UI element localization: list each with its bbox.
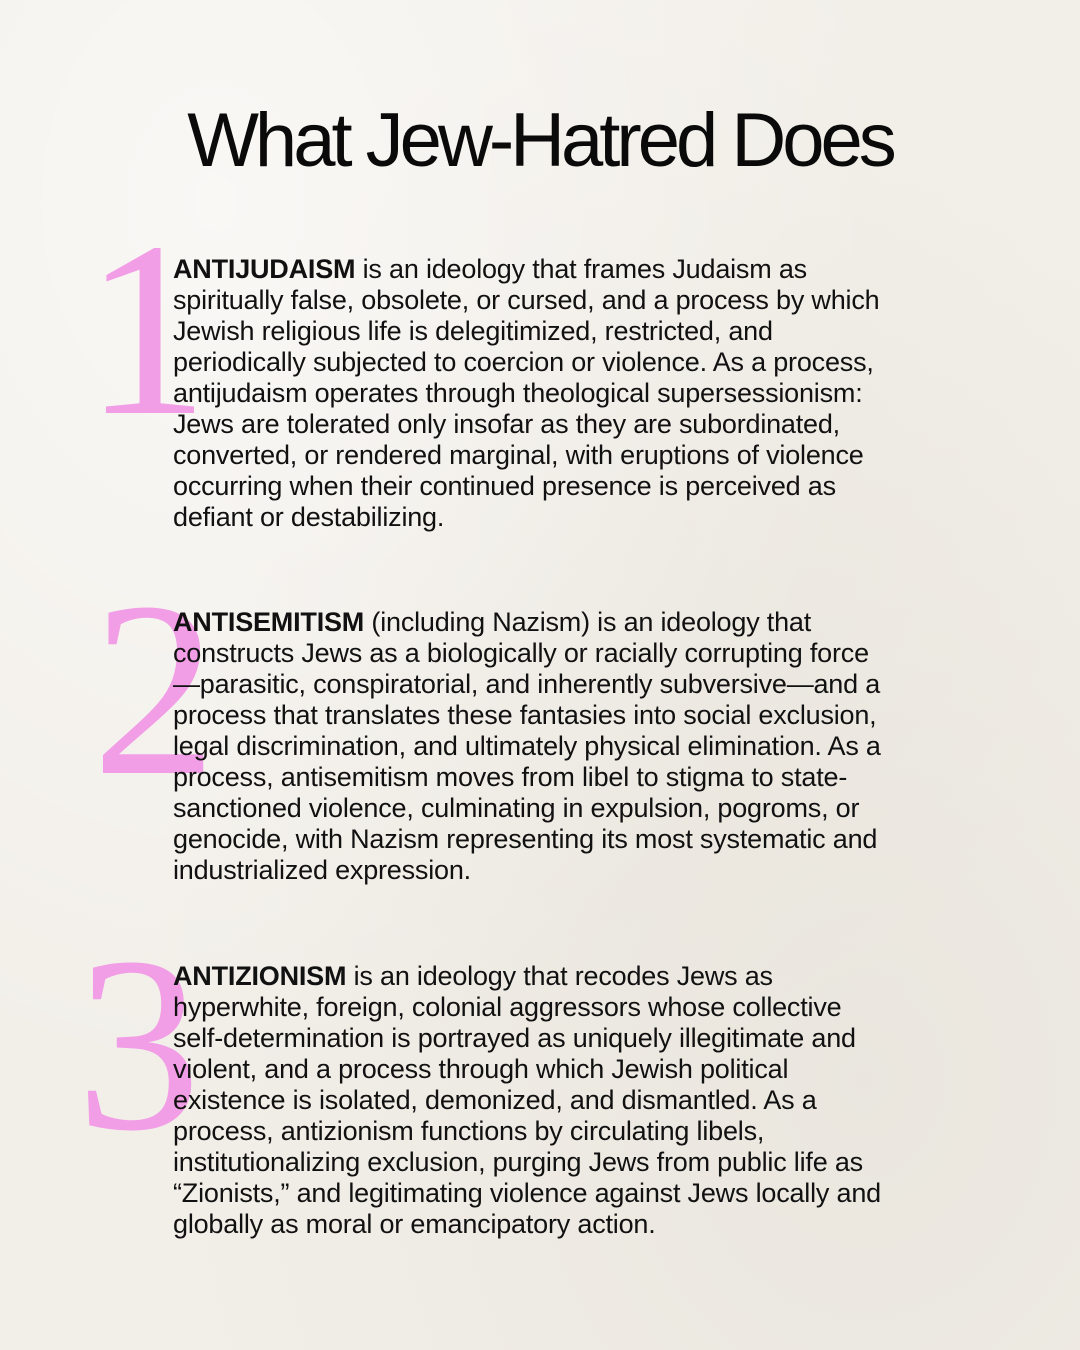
paragraph-line: “Zionists,” and legitimating violence against Jews locally and — [173, 1178, 881, 1208]
paragraph-line: process that translates these fantasies into social exclusion, — [173, 700, 877, 730]
paragraph-line: process, antizionism functions by circulating libels, — [173, 1116, 765, 1146]
paragraph-line: globally as moral or emancipatory action. — [173, 1209, 656, 1239]
paragraph-line: violent, and a process through which Jewish political — [173, 1054, 789, 1084]
paragraph-line: legal discrimination, and ultimately physical elimination. As a — [173, 731, 881, 761]
paragraph-line — [173, 961, 973, 992]
numeral-1: 1 — [84, 191, 209, 468]
paragraph-line: Jewish religious life is delegitimized, restricted, and — [173, 316, 773, 346]
paragraph-line: process, antisemitism moves from libel to stigma to state- — [173, 762, 848, 792]
paragraph-line: hyperwhite, foreign, colonial aggressors whose collective — [173, 992, 842, 1022]
paragraph-antisemitism — [173, 607, 973, 886]
paragraph-line: defiant or destabilizing. — [173, 502, 445, 532]
term-antizionism: ANTIZIONISM — [173, 961, 347, 991]
numeral-2: 2 — [92, 551, 217, 828]
paragraph-line: sanctioned violence, culminating in expulsion, pogroms, or — [173, 793, 860, 823]
numeral-3: 3 — [76, 906, 201, 1183]
paragraph-line: industrialized expression. — [173, 855, 471, 885]
paragraph-line — [173, 254, 973, 285]
paragraph-line: institutionalizing exclusion, purging Jews from public life as — [173, 1147, 863, 1177]
paragraph-text: is an ideology that frames Judaism as — [355, 254, 807, 284]
paragraph-line: occurring when their continued presence is perceived as — [173, 471, 836, 501]
paragraph-line: —parasitic, conspiratorial, and inherently subversive—and a — [173, 669, 881, 699]
paragraph-line: converted, or rendered marginal, with eruptions of violence — [173, 440, 864, 470]
paragraph-antijudaism — [173, 254, 973, 533]
paragraph-line: antijudaism operates through theological supersessionism: — [173, 378, 863, 408]
term-antijudaism: ANTIJUDAISM — [173, 254, 356, 284]
page-title: What Jew-Hatred Does — [187, 98, 893, 183]
paragraph-antizionism — [173, 961, 973, 1240]
paragraph-line: self-determination is portrayed as uniquely illegitimate and — [173, 1023, 856, 1053]
paragraph-text: is an ideology that recodes Jews as — [346, 961, 773, 991]
paragraph-line: genocide, with Nazism representing its most systematic and — [173, 824, 878, 854]
paragraph-line — [173, 607, 973, 638]
paragraph-line: existence is isolated, demonized, and dismantled. As a — [173, 1085, 817, 1115]
paragraph-line: spiritually false, obsolete, or cursed, and a process by which — [173, 285, 880, 315]
term-antisemitism: ANTISEMITISM — [173, 607, 365, 637]
paragraph-line: constructs Jews as a biologically or racially corrupting force — [173, 638, 869, 668]
paragraph-line: periodically subjected to coercion or violence. As a process, — [173, 347, 874, 377]
paragraph-line: Jews are tolerated only insofar as they are subordinated, — [173, 409, 840, 439]
paragraph-text: (including Nazism) is an ideology that — [364, 607, 812, 637]
